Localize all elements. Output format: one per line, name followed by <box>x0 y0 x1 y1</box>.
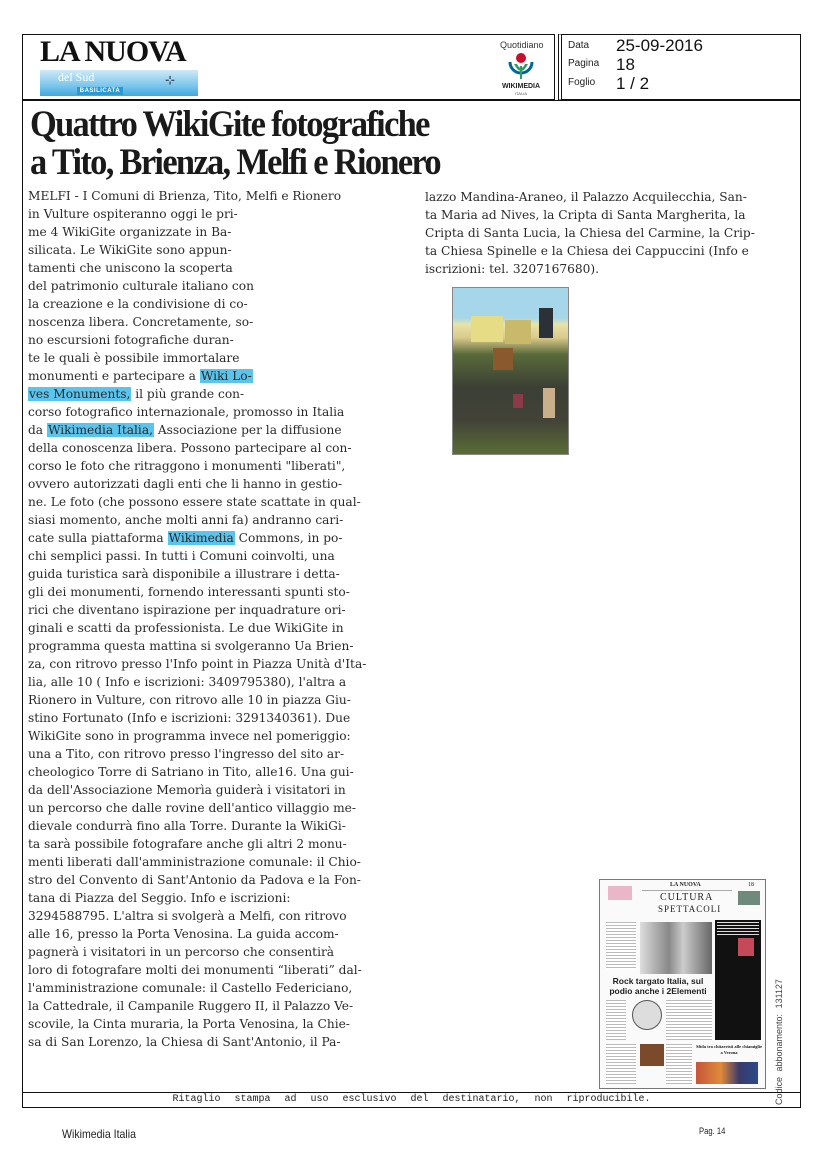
article-line: tana di Piazza del Seggio. Info e iscrizioni: <box>28 891 291 905</box>
wikimedia-logo-sub: ITALIA <box>515 91 527 96</box>
footer-organization: Wikimedia Italia <box>62 1127 136 1141</box>
article-line: sa di San Lorenzo, la Chiesa di Sant'Antonio, il Pa- <box>28 1035 341 1049</box>
article-line: chi semplici passi. In tutti i Comuni coinvolti, una <box>28 549 335 563</box>
article-line: WikiGite sono in programma invece nel pomeriggio: <box>28 729 351 743</box>
article-line: corso le foto che ritraggono i monumenti "liberati", <box>28 459 346 473</box>
thumb-masthead: LA NUOVA <box>670 882 701 888</box>
highlight-wikimedia-italia: Wikimedia Italia, <box>47 423 153 437</box>
article-line: loro di fotografare molti dei monumenti “liberati” dal- <box>28 963 362 977</box>
article-line <box>28 529 410 547</box>
footer-page-number: Pag. 14 <box>699 1126 726 1136</box>
thumb-section-2: SPETTACOLI <box>658 904 722 914</box>
text-run: cate sulla piattaforma <box>28 531 168 545</box>
wikimedia-logo-icon <box>505 52 537 82</box>
article-line: Rionero in Vulture, con ritrovo alle 10 in piazza Giu- <box>28 693 351 707</box>
article-line: corso fotografico internazionale, promosso in Italia <box>28 405 345 419</box>
subscription-code <box>774 979 784 1105</box>
meta-sheet-label: Foglio <box>568 77 596 88</box>
article-line: una a Tito, con ritrovo presso l'ingresso del sito ar- <box>28 747 345 761</box>
meta-date-value: 25-09-2016 <box>616 36 703 55</box>
article-line: un percorso che dalle rovine dell'antico villaggio me- <box>28 801 357 815</box>
page-thumbnail <box>599 879 766 1089</box>
thumb-box-headline: Sfida tra chitarristi alle chiamiglie a Verona <box>696 1044 762 1055</box>
article-line: da dell'Associazione Memorìa guiderà i visitatori in <box>28 783 346 797</box>
publication-type-label: Quotidiano <box>500 40 544 50</box>
article-line: tamenti che uniscono la scoperta <box>28 261 233 275</box>
article-photo-melfi-castle <box>452 287 569 455</box>
article-headline <box>30 104 440 183</box>
article-line: te le quali è possibile immortalare <box>28 351 240 365</box>
article-line: pagnerà i visitatori in un percorso che consentirà <box>28 945 335 959</box>
meta-page-label: Pagina <box>568 58 600 69</box>
meta-page-value: 18 <box>616 55 635 74</box>
article-line: l'amministrazione comunale: il Castello Federiciano, <box>28 981 353 995</box>
article-line: ne. Le foto (che possono essere state scattate in qual- <box>28 495 361 509</box>
article-left-column <box>28 187 410 1051</box>
thumb-headline-line: Rock targato Italia, sul <box>612 976 704 986</box>
article-line: programma questa mattina si svolgeranno Ua Brien- <box>28 639 354 653</box>
article-line: guida turistica sarà disponibile a illustrare i detta- <box>28 567 340 581</box>
article-right-column <box>425 188 770 278</box>
article-line: scovile, la Cinta muraria, la Porta Venosina, la Chie- <box>28 1017 350 1031</box>
article-line: menti liberati dall'amministrazione comunale: il Chio- <box>28 855 361 869</box>
thumb-headline <box>602 976 714 996</box>
notice-strip-text: Ritaglio stampa ad uso esclusivo del destinatario, non riproducibile. <box>172 1094 651 1105</box>
text-run: Commons, in po- <box>234 531 343 545</box>
thumb-section-1: CULTURA <box>660 892 714 903</box>
article-line: gli dei monumenti, fornendo interessanti spunti sto- <box>28 585 350 599</box>
article-line: za, con ritrovo presso l'Info point in Piazza Unità d'Ita- <box>28 657 367 671</box>
article-line: della conoscenza libera. Possono partecipare al con- <box>28 441 352 455</box>
article-line: stino Fortunato (Info e iscrizioni: 3291340361). Due <box>28 711 351 725</box>
article-line: in Vulture ospiteranno oggi le pri- <box>28 207 238 221</box>
article-line: ta sarà possibile fotografare anche gli altri 2 monu- <box>28 837 347 851</box>
article-line: lazzo Mandina-Araneo, il Palazzo Acquilecchia, San- <box>425 190 747 204</box>
article-line: dievale condurrà fino alla Torre. Durante la WikiGi- <box>28 819 346 833</box>
article-line: la creazione e la condivisione di co- <box>28 297 248 311</box>
article-line: no escursioni fotografiche duran- <box>28 333 234 347</box>
text-run: Associazione per la diffusione <box>153 423 342 437</box>
article-line: la Cattedrale, il Campanile Ruggero II, il Palazzo Ve- <box>28 999 354 1013</box>
article-line: silicata. Le WikiGite sono appun- <box>28 243 232 257</box>
meta-date-label: Data <box>568 40 590 51</box>
article-lead: MELFI - I Comuni di Brienza, Tito, Melfi e Rionero <box>28 189 342 203</box>
masthead-logo-region: BASILICATA <box>77 87 123 95</box>
wikimedia-logo-text: WIKIMEDIA <box>501 83 541 90</box>
highlight-wikimedia: Wikimedia <box>168 531 234 545</box>
article-line <box>28 385 410 403</box>
thumb-page-no: 18 <box>748 882 754 888</box>
article-line <box>28 421 410 439</box>
text-run: da <box>28 423 47 437</box>
text-run: il più grande con- <box>131 387 245 401</box>
text-run: monumenti e partecipare a <box>28 369 200 383</box>
highlight-wiki-loves: Wiki Lo- <box>200 369 252 383</box>
headline-line: Quattro WikiGite fotografiche <box>30 104 429 145</box>
meta-sheet-value: 1 / 2 <box>616 74 650 93</box>
article-line: me 4 WikiGite organizzate in Ba- <box>28 225 232 239</box>
article-line: rici che diventano ispirazione per inquadrature ori- <box>28 603 346 617</box>
masthead-logo-title: LA NUOVA <box>40 35 186 68</box>
article-line: ta Maria ad Nives, la Cripta di Santa Margherita, la <box>425 208 746 222</box>
thumb-logo <box>608 886 632 900</box>
article-line: cheologico Torre di Satriano in Tito, alle16. Una gui- <box>28 765 354 779</box>
narrow-lines <box>28 205 273 367</box>
article-line: noscenza libera. Concretamente, so- <box>28 315 254 329</box>
mid-lines <box>28 439 410 529</box>
subscription-code-label: Codice abbonamento: <box>774 1013 784 1105</box>
subscription-code-value: 131127 <box>774 979 784 1009</box>
article-line: 3294588795. L'altra si svolgerà a Melfi, con ritrovo <box>28 909 347 923</box>
article-line: stro del Convento di Sant'Antonio da Padova e la Fon- <box>28 873 361 887</box>
article-line: siasi momento, anche molti anni fa) andranno cari- <box>28 513 344 527</box>
thumb-headline-line: podio anche i 2Elementi <box>609 986 707 996</box>
rest-lines <box>28 547 410 1051</box>
headline-line: a Tito, Brienza, Melfi e Rionero <box>30 142 440 183</box>
article-line: ovvero autorizzati dagli enti che li hanno in gestio- <box>28 477 343 491</box>
article-line: iscrizioni: tel. 3207167680). <box>425 262 600 276</box>
highlight-monuments: ves Monuments, <box>29 387 131 401</box>
article-line: lia, alle 10 ( Info e iscrizioni: 3409795380), l'altra a <box>28 675 347 689</box>
masthead-logo-subtitle: del Sud <box>58 70 95 84</box>
masthead-ornament-icon: ⊹ <box>165 73 176 87</box>
article-line: ta Chiesa Spinelle e la Chiesa dei Cappuccini (Info e <box>425 244 749 258</box>
article-line: ginali e scatti da professionista. Le due WikiGite in <box>28 621 344 635</box>
article-line: del patrimonio culturale italiano con <box>28 279 254 293</box>
article-line <box>28 367 273 385</box>
article-line: Cripta di Santa Lucia, la Chiesa del Carmine, la Crip- <box>425 226 755 240</box>
article-line: alle 16, presso la Porta Venosina. La guida accom- <box>28 927 339 941</box>
